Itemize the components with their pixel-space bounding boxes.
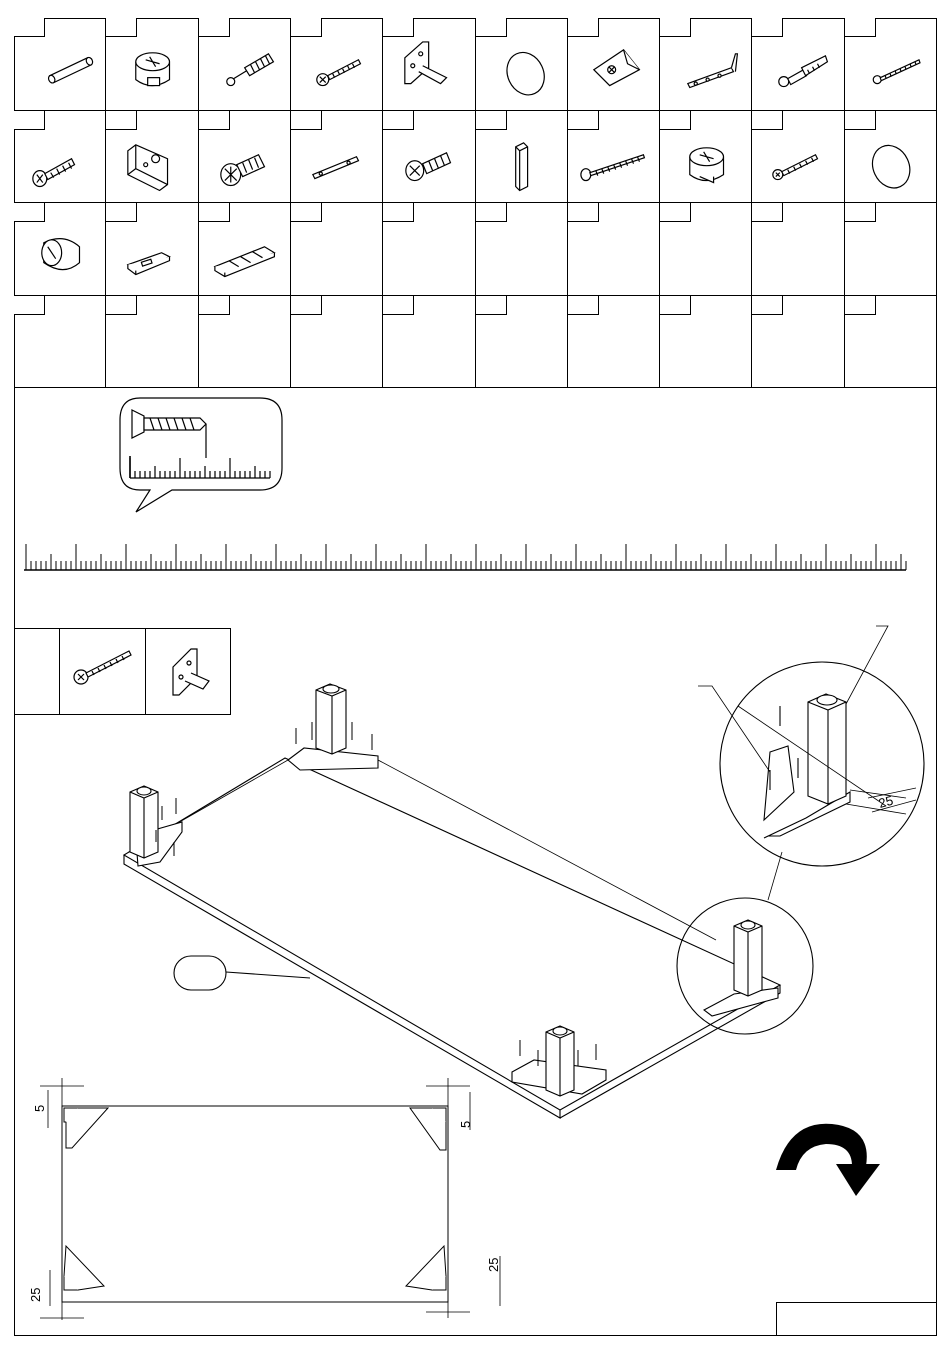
part-cell-empty — [660, 203, 752, 296]
part-cell-small-screw — [752, 111, 844, 204]
corner-block-icon — [568, 18, 659, 110]
wall-plug-screw-icon — [752, 18, 843, 110]
screw-length-callout — [110, 396, 290, 516]
leg-placement-plan-view — [40, 1078, 500, 1320]
title-block — [776, 1302, 937, 1336]
part-cell-empty — [383, 296, 475, 389]
wooden-dowel-icon — [14, 18, 105, 110]
part-cell-empty — [291, 296, 383, 389]
part-cell-empty — [660, 296, 752, 389]
part-cell-empty — [845, 296, 937, 389]
part-cell-cam-lock-alt — [660, 111, 752, 204]
part-cell-wood-screw — [568, 111, 660, 204]
leg-assembly-back-left — [288, 684, 378, 770]
part-cell-empty — [476, 296, 568, 389]
slotted-cap-icon — [14, 203, 105, 295]
part-cell-cam-lock — [106, 18, 198, 111]
cap-cover-alt-icon — [845, 111, 937, 203]
part-cell-shelf-bracket — [106, 111, 198, 204]
part-cell-empty — [752, 296, 844, 389]
plan-dimension-left-bottom: 25 — [28, 1287, 43, 1302]
parts-grid — [14, 18, 937, 388]
cam-lock-alt-icon — [660, 111, 751, 203]
table-top-panel — [124, 758, 780, 1118]
detail-circle-large — [720, 662, 924, 866]
felt-pad-strip-icon — [199, 203, 290, 295]
flip-over-arrow-icon — [776, 1124, 880, 1196]
part-cell-long-screw — [845, 18, 937, 111]
part-cell-metal-strip — [291, 111, 383, 204]
measuring-ruler — [20, 530, 912, 576]
part-cell-empty — [476, 203, 568, 296]
part-cell-empty — [291, 203, 383, 296]
part-cell-angle-bracket — [660, 18, 752, 111]
part-cell-cap-cover — [476, 18, 568, 111]
part-cell-felt-pad-strip — [199, 203, 291, 296]
part-cell-corner-bracket — [383, 18, 475, 111]
short-screw-icon — [14, 111, 105, 203]
part-cell-empty — [106, 296, 198, 389]
angle-bracket-icon — [660, 18, 751, 110]
part-cell-corner-block — [568, 18, 660, 111]
part-cell-empty — [568, 203, 660, 296]
part-cell-flat-head-bolt — [199, 111, 291, 204]
long-screw-icon — [845, 18, 937, 110]
part-cell-empty — [752, 203, 844, 296]
screw-icon — [291, 18, 382, 110]
part-cell-empty — [383, 203, 475, 296]
part-cell-empty — [568, 296, 660, 389]
metal-strip-icon — [291, 111, 382, 203]
part-cell-screw — [291, 18, 383, 111]
part-cell-empty — [199, 296, 291, 389]
part-cell-wooden-dowel — [14, 18, 106, 111]
detail-dimension-25: 25 — [876, 792, 895, 811]
part-cell-wall-plug-screw — [752, 18, 844, 111]
flat-head-bolt-icon — [199, 111, 290, 203]
part-cell-slotted-cap — [14, 203, 106, 296]
part-cell-short-screw — [14, 111, 106, 204]
cam-lock-icon — [106, 18, 197, 110]
square-block-icon — [476, 111, 567, 203]
assembly-illustration — [14, 600, 937, 1320]
plan-dimension-right-top: 5 — [458, 1120, 473, 1128]
part-cell-empty — [845, 203, 937, 296]
cap-cover-icon — [476, 18, 567, 110]
small-screw-icon — [752, 111, 843, 203]
part-cell-empty — [14, 296, 106, 389]
plan-dimension-left-top: 5 — [32, 1104, 47, 1112]
plan-dimension-right-bottom: 25 — [486, 1257, 501, 1272]
corner-bracket-icon — [383, 18, 474, 110]
part-cell-square-block — [476, 111, 568, 204]
part-cell-clip-hinge — [106, 203, 198, 296]
part-cell-cam-bolt — [199, 18, 291, 111]
shelf-bracket-icon — [106, 111, 197, 203]
part-cell-machine-bolt — [383, 111, 475, 204]
cam-bolt-icon — [199, 18, 290, 110]
part-cell-cap-cover-alt — [845, 111, 937, 204]
machine-bolt-icon — [383, 111, 474, 203]
clip-hinge-icon — [106, 203, 197, 295]
wood-screw-icon — [568, 111, 659, 203]
